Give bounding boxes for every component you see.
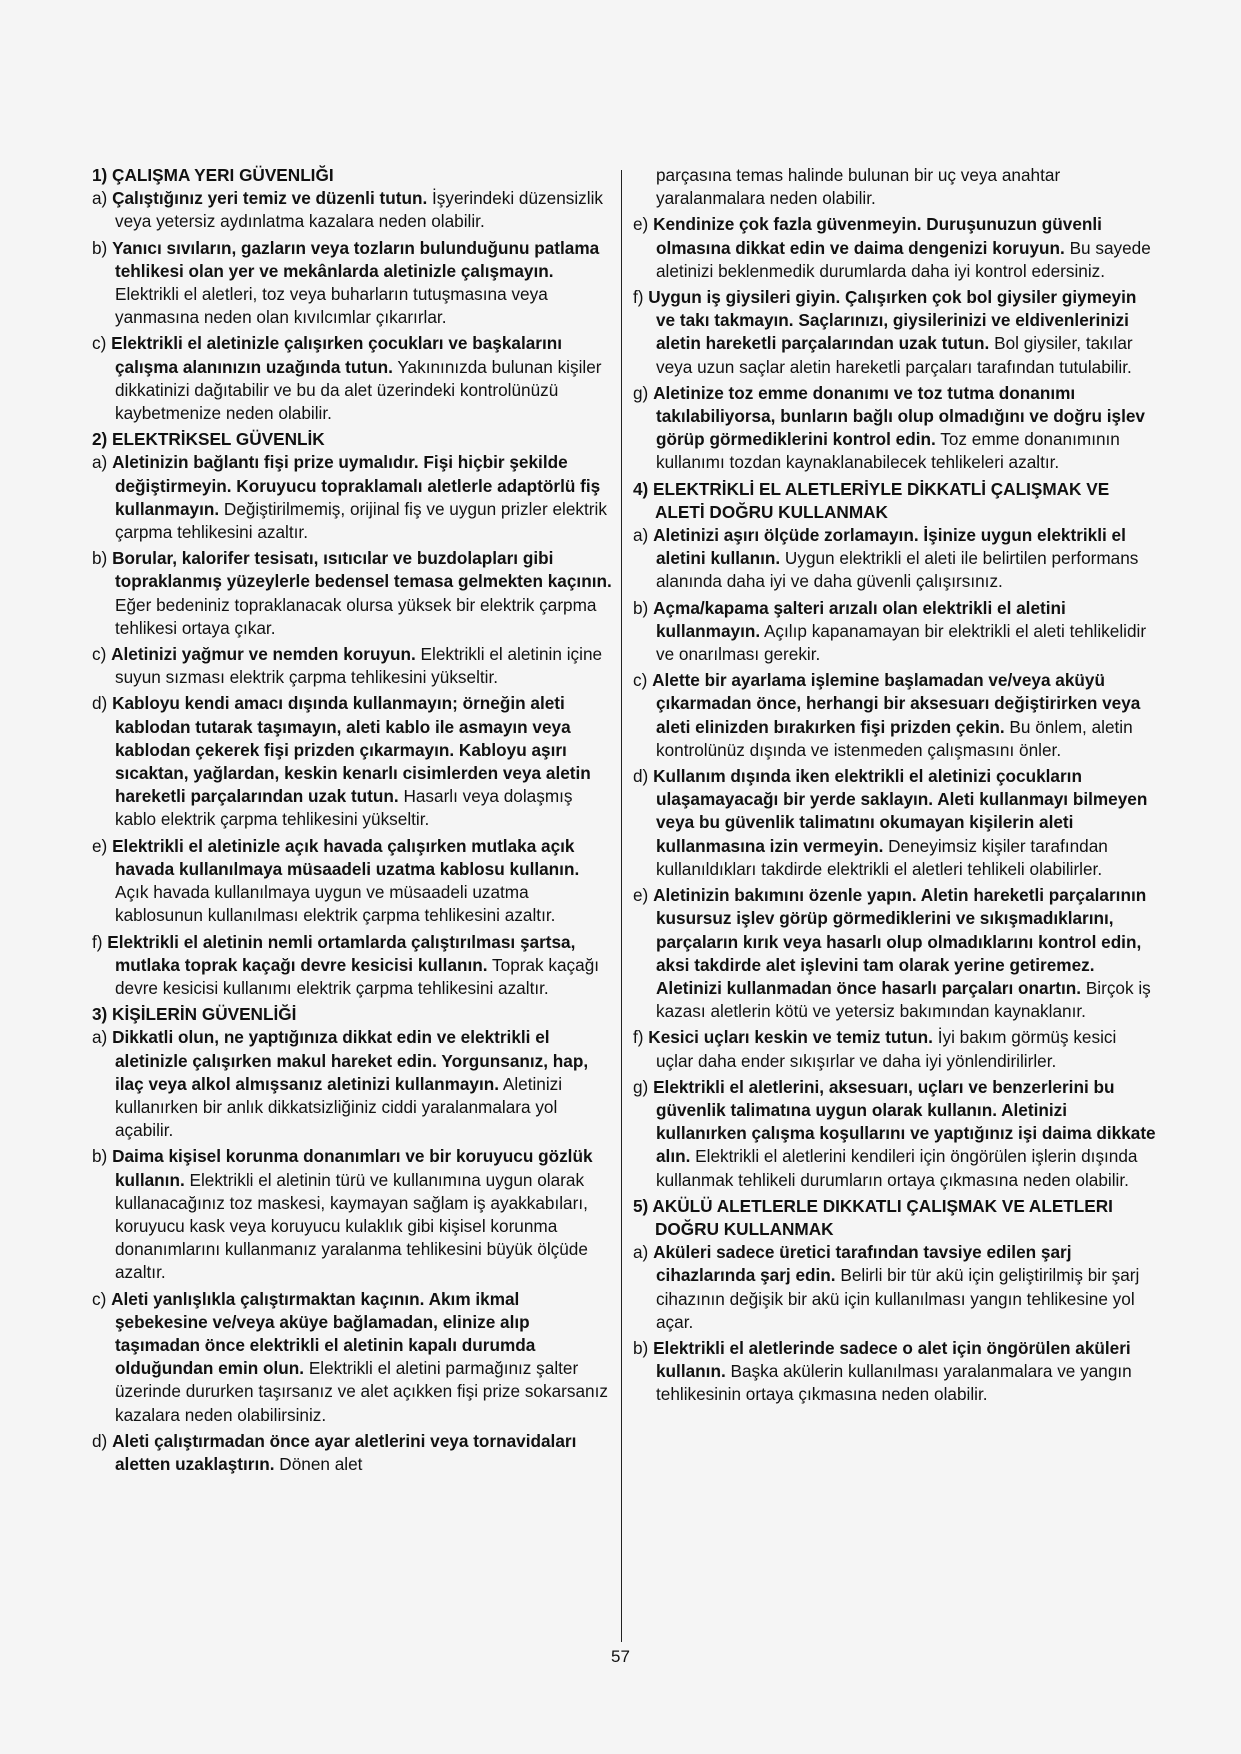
list-item: f) Uygun iş giysileri giyin. Çalışırken çok bol giysiler giymeyin ve takı takmayın. Saçlarınızı, giysilerinizi ve eldivenlerinizi aletin hareketli parçalarından uzak tutun. Bol giysiler, takılar veya uzun saçlar aletin hareketli parçaları tarafından tutulabilir. bbox=[633, 287, 1137, 377]
list-item-continuation: parçasına temas halinde bulunan bir uç veya anahtar yaralanmalara neden olabilir. bbox=[656, 165, 1061, 209]
list-item: a) Aletinizin bağlantı fişi prize uymalıdır. Fişi hiçbir şekilde değiştirmeyin. Koruyucu topraklamalı aletlerle adaptörlü fiş kullanmayın. Değiştirilmemiş, orijinal fiş ve uygun prizler elektrik çarpma tehlikesini azaltır. bbox=[92, 452, 607, 543]
section-heading-work-area: 1) ÇALIŞMA YERI GÜVENLIĞI bbox=[92, 165, 334, 185]
list-item: a) Aküleri sadece üretici tarafından tavsiye edilen şarj cihazlarında şarj edin. Belirli bir tür akü için geliştirilmiş bir şarj cihazının değişik bir akü için kullanılması yangın tehlikesine yol açar. bbox=[633, 1242, 1140, 1332]
left-column bbox=[92, 164, 612, 1479]
list-item: c) Aleti yanlışlıkla çalıştırmaktan kaçının. Akım ikmal şebekesine ve/veya aküye bağlamadan, elinize alıp taşımadan önce elektrikli el aletinin kapalı durumda olduğundan emin olun. Elektrikli el aletini parmağınız şalter üzerinde dururken taşırsanız ve alet açıkken fişi prize sokarsanız kazalara neden olabilirsiniz. bbox=[92, 1288, 608, 1425]
list-item: b) Daima kişisel korunma donanımları ve bir koruyucu gözlük kullanın. Elektrikli el aletinin türü ve kullanımına uygun olarak kullanacağınız toz maskesi, kaymayan sağlam iş ayakkabıları, koruyucu kask veya koruyucu kulaklık gibi kişisel korunma donanımlarını kullanmanız yaralanma tehlikesini büyük ölçüde azaltır. bbox=[92, 1146, 593, 1283]
list-item: f) Elektrikli el aletinin nemli ortamlarda çalıştırılması şartsa, mutlaka toprak kaçağı devre kesicisi kullanın. Toprak kaçağı devre kesicisi kullanımı elektrik çarpma tehlikesini azaltır. bbox=[92, 931, 600, 998]
list-item: d) Aleti çalıştırmadan önce ayar aletlerini veya tornavidaları aletten uzaklaştırın. Dönen alet bbox=[92, 1430, 577, 1474]
list-item: e) Kendinize çok fazla güvenmeyin. Duruşunuzun güvenli olmasına dikkat edin ve daima dengenizi koruyun. Bu sayede aletinizi beklenmedik durumlarda daha iyi kontrol edersiniz. bbox=[633, 214, 1151, 281]
list-item: a) Aletinizi aşırı ölçüde zorlamayın. İşinize uygun elektrikli el aletini kullanın. Uygun elektrikli el aleti ile belirtilen performans alanında daha iyi ve daha güvenli çalışırsınız. bbox=[633, 525, 1139, 592]
list-item: a) Dikkatli olun, ne yaptığınıza dikkat edin ve elektrikli el aletinizle çalışırken makul hareket edin. Yorgunsanız, hap, ilaç veya alkol almışsanız aletinizi kullanmayın. Aletinizi kullanırken bir anlık dikkatsizliğiniz ciddi yaralanmalara yol açabilir. bbox=[92, 1027, 589, 1141]
list-item: b) Borular, kalorifer tesisatı, ısıtıcılar ve buzdolapları gibi topraklanmış yüzeylerle bedensel temasa gelmekten kaçının. Eğer bedeniniz topraklanacak olursa yüksek bir elektrik çarpma tehlikesi ortaya çıkar. bbox=[92, 548, 612, 638]
list-item: b) Açma/kapama şalteri arızalı olan elektrikli el aletini kullanmayın. Açılıp kapanamayan bir elektrikli el aleti tehlikelidir ve onarılması gerekir. bbox=[633, 597, 1147, 665]
section-heading-electrical: 2) ELEKTRİKSEL GÜVENLİK bbox=[92, 429, 325, 450]
section-heading-battery-tools: 5) AKÜLÜ ALETLERLE DIKKATLI ÇALIŞMAK VE ALETLERI DOĞRU KULLANMAK bbox=[633, 1195, 1113, 1239]
list-item: c) Aletinizi yağmur ve nemden koruyun. Elektrikli el aletinin içine suyun sızması elektrik çarpma tehlikesini yükseltir. bbox=[92, 644, 603, 688]
list-item: g) Aletinize toz emme donanımı ve toz tutma donanımı takılabiliyorsa, bunların bağlı olup olmadığını ve doğru işlev görüp görmediklerini kontrol edin. Toz emme donanımının kullanımı tozdan kaynaklanabilecek tehlikeleri azaltır. bbox=[633, 382, 1145, 473]
list-item: e) Aletinizin bakımını özenle yapın. Aletin hareketli parçalarının kusursuz işlev görüp görmediklerini ve sıkışmadıklarını, parçaların kırık veya hasarlı olup olmadıklarını kontrol edin, aksi takdirde alet işlevini tam olarak yerine getiremez. Aletinizi kullanmadan önce hasarlı parçaları onartın. Birçok iş kazası aletlerin kötü ve yetersiz bakımından kaynaklanır. bbox=[633, 885, 1151, 1022]
right-column bbox=[633, 164, 1158, 1410]
list-item: e) Elektrikli el aletinizle açık havada çalışırken mutlaka açık havada kullanılmaya müsaadeli uzatma kablosu kullanın. Açık havada kullanılmaya uygun ve müsaadeli uzatma kablosunun kullanılması elektrik çarpma tehlikesini azaltır. bbox=[92, 835, 580, 926]
section-heading-power-tools: 4) ELEKTRİKLİ EL ALETLERİYLE DİKKATLİ ÇALIŞMAK VE ALETİ DOĞRU KULLANMAK bbox=[633, 478, 1110, 522]
list-item: a) Çalıştığınız yeri temiz ve düzenli tutun. İşyerindeki düzensizlik veya yetersiz aydınlatma kazalara neden olabilir. bbox=[92, 188, 604, 232]
list-item: c) Elektrikli el aletinizle çalışırken çocukları ve başkalarını çalışma alanınızın uzağında tutun. Yakınınızda bulunan kişiler dikkatinizi dağıtabilir ve bu da alet üzerindeki kontrolünüzü kaybetmenize neden olabilir. bbox=[92, 333, 602, 424]
list-item: d) Kabloyu kendi amacı dışında kullanmayın; örneğin aleti kablodan tutarak taşımayın, aleti kablo ile asmayın veya kablodan çekerek fişi prizden çıkarmayın. Kabloyu aşırı sıcaktan, yağlardan, keskin kenarlı cisimlerden veya aletin hareketli parçalarından uzak tutun. Hasarlı veya dolaşmış kablo elektrik çarpma tehlikesini yükseltir. bbox=[92, 693, 591, 830]
list-item: g) Elektrikli el aletlerini, aksesuarı, uçları ve benzerlerini bu güvenlik talimatına uygun olarak kullanın. Aletinizi kullanırken çalışma koşullarını ve yaptığınız işi daima dikkate alın. Elektrikli el aletlerini kendileri için öngörülen işlerin dışında kullanmak tehlikeli durumların ortaya çıkmasına neden olabilir. bbox=[633, 1076, 1156, 1190]
column-divider bbox=[621, 170, 622, 1642]
list-item: b) Elektrikli el aletlerinde sadece o alet için öngörülen aküleri kullanın. Başka akülerin kullanılması yaralanmalara ve yangın tehlikesinin ortaya çıkmasına neden olabilir. bbox=[633, 1337, 1132, 1405]
list-item: f) Kesici uçları keskin ve temiz tutun. İyi bakım görmüş kesici uçlar daha ender sıkışırlar ve daha iyi yönlendirilirler. bbox=[633, 1027, 1117, 1071]
list-item: c) Alette bir ayarlama işlemine başlamadan ve/veya aküyü çıkarmadan önce, herhangi bir aksesuarı değiştirirken veya aleti elinizden bırakırken fişi prizden çekin. Bu önlem, aletin kontrolünüz dışında ve istenmeden çalışmasını önler. bbox=[633, 670, 1141, 760]
list-item: b) Yanıcı sıvıların, gazların veya tozların bulunduğunu patlama tehlikesi olan yer ve mekânlarda aletinizle çalışmayın. Elektrikli el aletleri, toz veya buharların tutuşmasına veya yanmasına neden olan kıvılcımlar çıkarırlar. bbox=[92, 237, 600, 328]
section-heading-personal: 3) KİŞİLERİN GÜVENLİĞİ bbox=[92, 1004, 297, 1025]
list-item: d) Kullanım dışında iken elektrikli el aletinizi çocukların ulaşamayacağı bir yerde saklayın. Aleti kullanmayı bilmeyen veya bu güvenlik talimatını okumayan kişilerin aleti kullanmasına izin vermeyin. Deneyimsiz kişiler tarafından kullanıldıkları takdirde elektrikli el aletleri tehlikeli olabilirler. bbox=[633, 766, 1148, 879]
page-number: 57 bbox=[611, 1647, 630, 1666]
